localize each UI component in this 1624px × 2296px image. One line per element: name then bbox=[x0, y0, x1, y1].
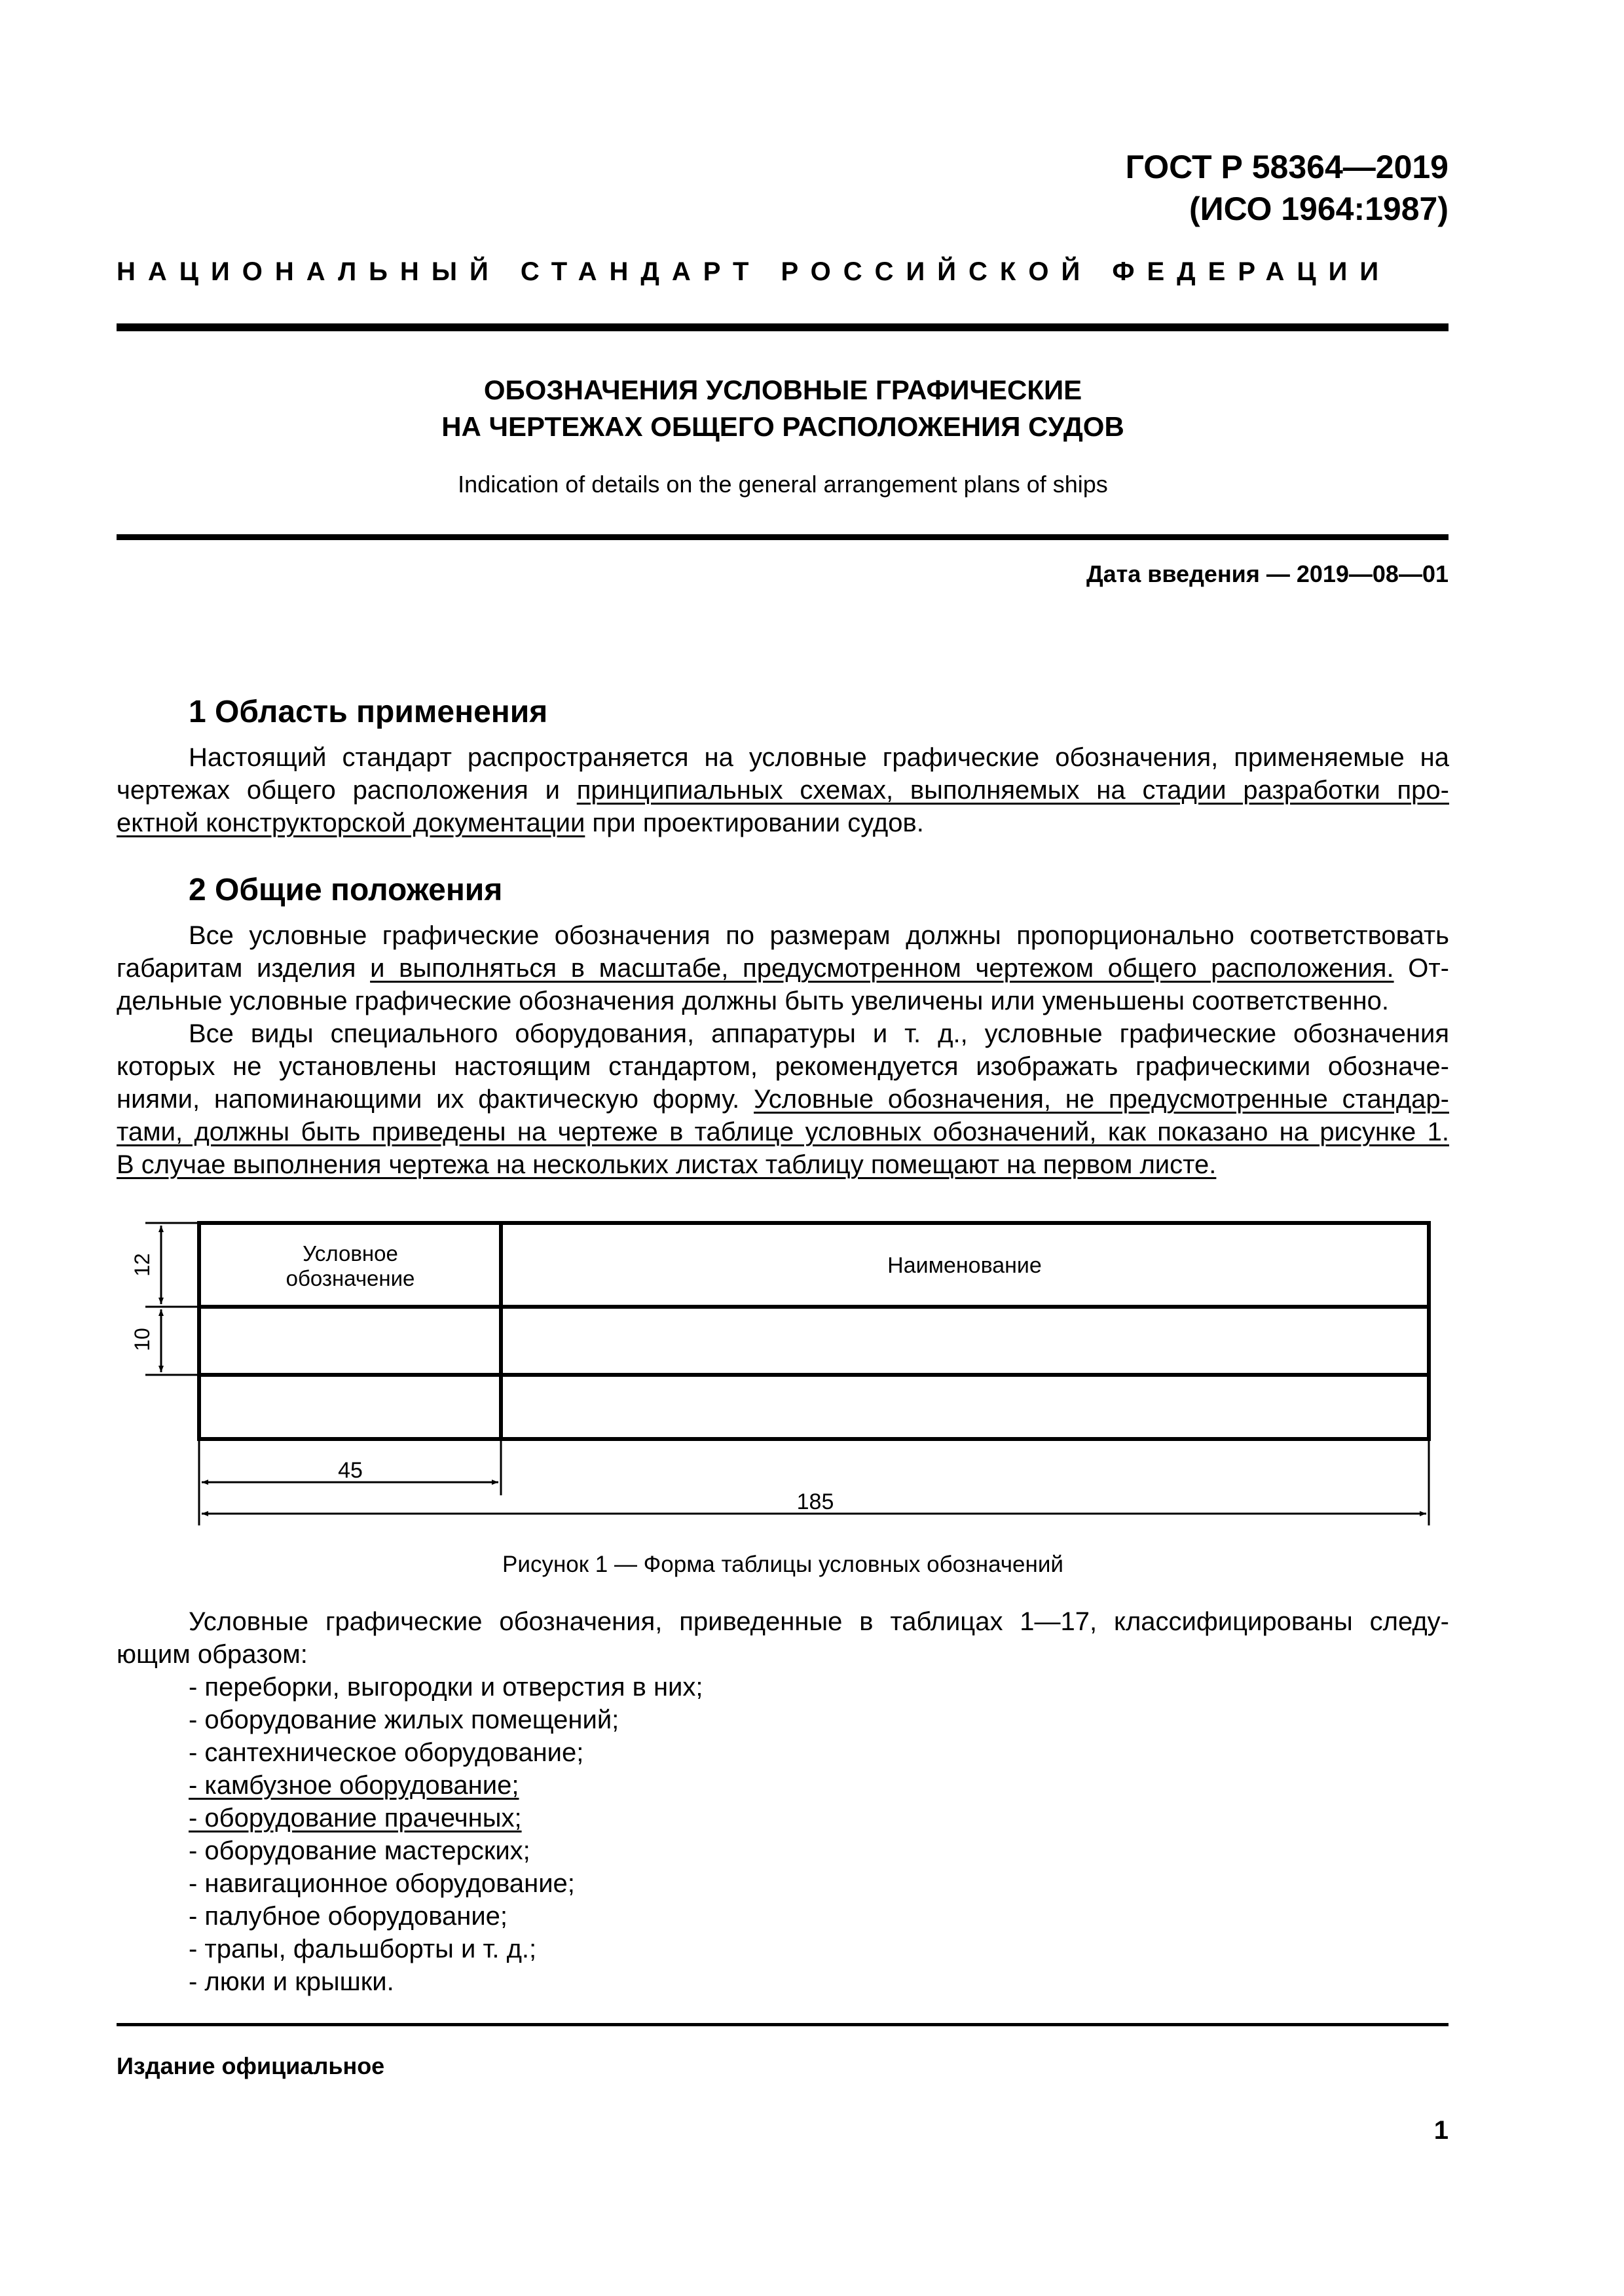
underlined-text: тами, должны быть приведены на чертеже в таблице условных обозначений, как показано на рисунке 1. bbox=[117, 1118, 1449, 1146]
dimension-10: 10 bbox=[130, 1328, 154, 1351]
section-1-paragraph bbox=[117, 741, 1449, 839]
list-item: - трапы, фальшборты и т. д.; bbox=[189, 1935, 537, 1963]
vertical-dimension-lines bbox=[145, 1223, 199, 1375]
english-title: Indication of details on the general arrangement plans of ships bbox=[458, 471, 1108, 498]
list-item: - оборудование мастерских; bbox=[189, 1836, 530, 1865]
figure-1-table-form bbox=[0, 1192, 1624, 1532]
text-run: которых не установлены настоящим стандартом, рекомендуется изображать графическими обозначе- bbox=[117, 1052, 1449, 1081]
list-item: - камбузное оборудование; bbox=[189, 1771, 519, 1800]
iso-number: (ИСО 1964:1987) bbox=[1189, 191, 1449, 227]
classification-intro bbox=[117, 1605, 1449, 1671]
text-run: Все условные графические обозначения по размерам должны пропорционально соответствовать bbox=[189, 921, 1449, 950]
section-2-paragraph-1 bbox=[117, 919, 1449, 1017]
text-line bbox=[117, 741, 1449, 774]
list-item: - палубное оборудование; bbox=[189, 1902, 508, 1931]
dimension-12: 12 bbox=[130, 1253, 154, 1277]
list-item: - сантехническое оборудование; bbox=[189, 1738, 584, 1767]
document-title-line1: ОБОЗНАЧЕНИЯ УСЛОВНЫЕ ГРАФИЧЕСКИЕ bbox=[483, 374, 1082, 405]
official-edition-label: Издание официальное bbox=[117, 2052, 385, 2079]
text-run: От- bbox=[1393, 954, 1449, 983]
underlined-text: ектной конструкторской документации bbox=[117, 809, 585, 837]
text-run: ниями, напоминающими их фактическую форму. bbox=[117, 1085, 754, 1114]
text-line bbox=[117, 985, 1449, 1017]
footer-rule bbox=[117, 2023, 1449, 2026]
list-item: - переборки, выгородки и отверстия в них; bbox=[189, 1673, 703, 1702]
introduction-date: Дата введения — 2019—08—01 bbox=[1086, 560, 1449, 587]
underlined-text: принципиальных схемах, выполняемых на стадии разработки про- bbox=[576, 776, 1449, 805]
text-run: при проектировании судов. bbox=[585, 809, 924, 837]
section-1-heading: 1 Область применения bbox=[189, 695, 548, 729]
section-2-paragraph-2 bbox=[117, 1017, 1449, 1181]
list-item: - люки и крышки. bbox=[189, 1967, 394, 1996]
dimension-185: 185 bbox=[796, 1489, 834, 1514]
national-standard-banner: НАЦИОНАЛЬНЫЙ СТАНДАРТ РОССИЙСКОЙ ФЕДЕРАЦИИ bbox=[117, 257, 1392, 286]
gost-number: ГОСТ Р 58364—2019 bbox=[1125, 149, 1449, 185]
text-line bbox=[117, 919, 1449, 952]
col-1-label-line1: Условное bbox=[303, 1241, 398, 1266]
text-line bbox=[117, 1116, 1449, 1148]
text-line bbox=[117, 1050, 1449, 1083]
list-item: - оборудование жилых помещений; bbox=[189, 1705, 619, 1734]
col-2-label: Наименование bbox=[887, 1253, 1042, 1278]
section-2-heading: 2 Общие положения bbox=[189, 873, 503, 907]
dimension-45: 45 bbox=[338, 1458, 363, 1483]
underlined-text: и выполняться в масштабе, предусмотренном чертежом общего расположения. bbox=[370, 954, 1394, 983]
text-run: дельные условные графические обозначения должны быть увеличены или уменьшены соответственно. bbox=[117, 987, 1390, 1015]
document-title-line2: НА ЧЕРТЕЖАХ ОБЩЕГО РАСПОЛОЖЕНИЯ СУДОВ bbox=[441, 411, 1124, 442]
text-line bbox=[117, 952, 1449, 985]
text-run: чертежах общего расположения и bbox=[117, 776, 577, 805]
header-rule-thick bbox=[117, 323, 1449, 331]
text-line bbox=[117, 1605, 1449, 1638]
text-line bbox=[117, 807, 1449, 839]
col-1-label-line2: обозначение bbox=[286, 1266, 415, 1290]
text-run: Условные графические обозначения, приведенные в таблицах 1—17, классифицированы следу- bbox=[189, 1607, 1449, 1636]
list-item: - навигационное оборудование; bbox=[189, 1869, 575, 1898]
text-run: Настоящий стандарт распространяется на условные графические обозначения, применяемые на bbox=[189, 743, 1449, 772]
text-run: габаритам изделия bbox=[117, 954, 371, 983]
underlined-text: В случае выполнения чертежа на нескольких листах таблицу помещают на первом листе. bbox=[117, 1150, 1217, 1179]
text-line bbox=[117, 1017, 1449, 1050]
title-rule bbox=[117, 534, 1449, 540]
text-line bbox=[117, 1638, 1449, 1671]
text-run: ющим образом: bbox=[117, 1640, 308, 1669]
text-line bbox=[117, 1083, 1449, 1116]
page-number: 1 bbox=[1433, 2116, 1449, 2145]
text-run: Все виды специального оборудования, аппаратуры и т. д., условные графические обозначения bbox=[189, 1019, 1449, 1048]
text-line bbox=[117, 1148, 1449, 1181]
underlined-text: Условные обозначения, не предусмотренные стандар- bbox=[754, 1085, 1449, 1114]
list-item: - оборудование прачечных; bbox=[189, 1804, 522, 1832]
figure-1-caption: Рисунок 1 — Форма таблицы условных обозначений bbox=[502, 1552, 1063, 1577]
text-line bbox=[117, 774, 1449, 807]
